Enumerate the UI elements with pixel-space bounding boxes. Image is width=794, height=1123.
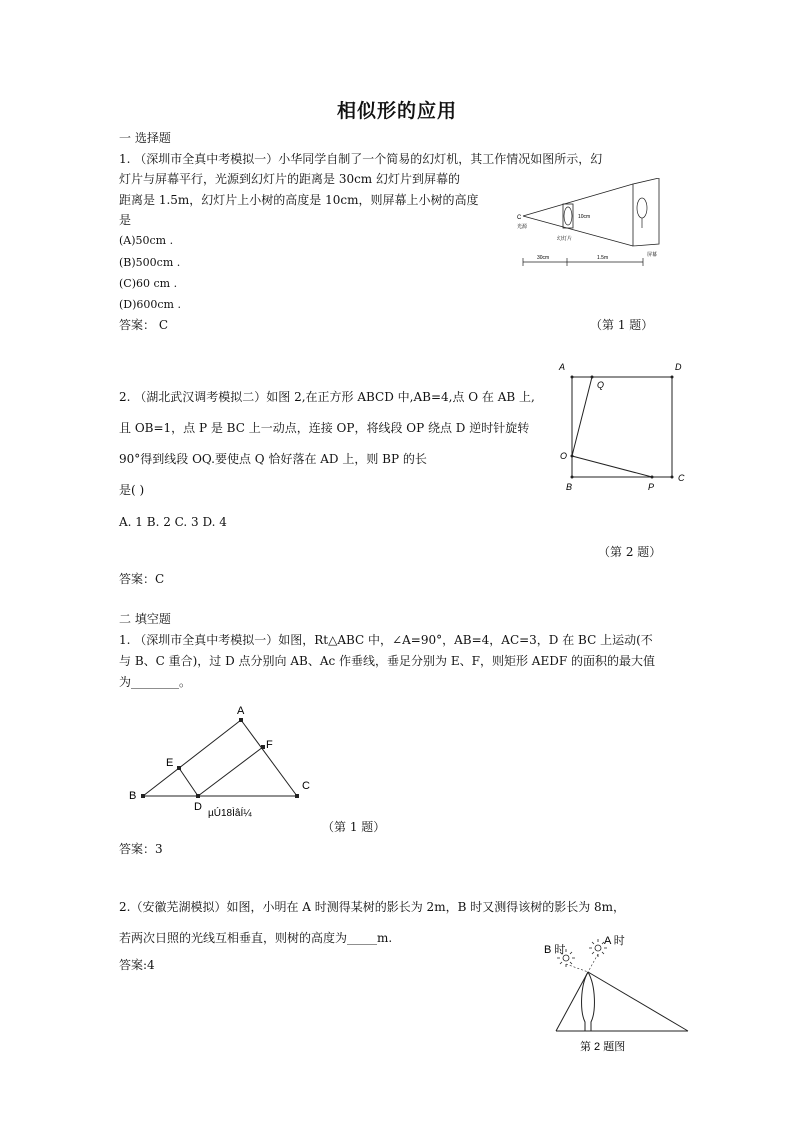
point-b xyxy=(571,476,574,479)
q2-caption: （第 2 题） xyxy=(598,545,662,559)
label-o: O xyxy=(560,451,568,461)
point-q xyxy=(591,376,594,379)
point-a xyxy=(239,718,243,722)
q1-line2: 灯片与屏幕平行，光源到幻灯片的距离是 30cm 幻灯片到屏幕的 xyxy=(119,172,461,186)
q2-line3: 90°得到线段 OQ.要使点 Q 恰好落在 AD 上，则 BP 的长 xyxy=(119,452,427,466)
q2-line1: 2. （湖北武汉调考模拟二）如图 2,在正方形 ABCD 中,AB=4,点 O 在 AB 上, xyxy=(119,390,535,404)
segment-oq xyxy=(572,377,592,456)
hidden-ef xyxy=(179,747,263,768)
point-e xyxy=(177,766,181,770)
label-slide: 10cm xyxy=(578,214,591,220)
section-heading-fill: 二 填空题 xyxy=(119,612,171,626)
segment-op xyxy=(572,456,652,477)
point-d xyxy=(196,794,200,798)
dist2-label: 1.5m xyxy=(597,255,609,261)
segment-ed xyxy=(179,768,198,796)
label-c: C xyxy=(302,780,310,792)
q1-line4: 是 xyxy=(119,213,132,227)
slide-rect xyxy=(563,204,573,228)
square-abcd xyxy=(572,377,672,477)
square-figure xyxy=(552,360,692,494)
point-c xyxy=(671,476,674,479)
label-light: 光源 xyxy=(517,224,528,230)
tree-shadow-figure xyxy=(538,928,698,1058)
q2-options: A. 1 B. 2 C. 3 D. 4 xyxy=(119,515,227,529)
label-d: D xyxy=(194,801,202,813)
label-b-time: B 时 xyxy=(544,944,566,956)
page-title: 相似形的应用 xyxy=(336,100,457,122)
fill-q2-line1: 2.（安徽芜湖模拟）如图，小明在 A 时测得某树的影长为 2m，B 时又测得该树的影长为 8m， xyxy=(119,900,626,914)
label-a: A xyxy=(237,705,245,717)
section-heading-choice: 一 选择题 xyxy=(119,131,171,145)
label-q: Q xyxy=(597,380,605,390)
q1-answer: 答案： C xyxy=(119,318,168,332)
tree-crown xyxy=(637,198,647,218)
point-f xyxy=(261,745,265,749)
label-b: B xyxy=(566,482,573,492)
label-b: B xyxy=(129,790,137,802)
point-o xyxy=(571,455,574,458)
q2-line2: 且 OB=1，点 P 是 BC 上一动点，连接 OP，将线段 OP 绕点 D 逆时针旋转 xyxy=(119,421,530,435)
point-c xyxy=(295,794,299,798)
lens-shape xyxy=(564,207,572,225)
triangle-figure xyxy=(126,700,326,820)
q2-line4: 是( ) xyxy=(119,483,145,497)
q1-option-b: (B)500cm . xyxy=(119,256,181,269)
q1-line1: 1. （深圳市全真中考模拟一）小华同学自制了一个简易的幻灯机，其工作情况如图所示，幻 xyxy=(119,152,603,166)
q2-answer: 答案：C xyxy=(119,572,165,586)
q1-caption: （第 1 题） xyxy=(590,318,654,332)
segment-df xyxy=(198,747,263,796)
label-c: C xyxy=(678,473,685,483)
ray-a-upper xyxy=(588,954,598,972)
label-p: P xyxy=(648,482,655,492)
label-a: A xyxy=(559,362,566,372)
screen-shape xyxy=(633,178,659,246)
label-f: F xyxy=(266,739,273,751)
projector-figure xyxy=(515,178,665,268)
side-ba xyxy=(143,720,241,796)
label-mid: 幻灯片 xyxy=(557,236,573,242)
fill-q2-line2: 若两次日照的光线互相垂直，则树的高度为_____m. xyxy=(119,931,393,945)
ray-b xyxy=(556,972,588,1031)
point-p xyxy=(651,476,654,479)
q1-option-a: (A)50cm . xyxy=(119,234,174,247)
point-a xyxy=(571,376,574,379)
q1-line3: 距离是 1.5m，幻灯片上小树的高度是 10cm，则屏幕上小树的高度 xyxy=(119,193,479,207)
ray-b-upper xyxy=(566,964,588,972)
point-d xyxy=(671,376,674,379)
garbled-caption: µÚ18ÌâÍ¼ xyxy=(208,808,252,819)
side-ac xyxy=(241,720,297,796)
q1-option-c: (C)60 cm . xyxy=(119,277,178,290)
point-b xyxy=(141,794,145,798)
fill-q1-answer: 答案：3 xyxy=(119,842,163,856)
label-screen: 屏幕 xyxy=(647,252,658,258)
q1-option-d: (D)600cm . xyxy=(119,298,181,311)
light-ray-bottom xyxy=(523,216,633,246)
ray-a xyxy=(588,972,688,1031)
fill-q1-line1: 1. （深圳市全真中考模拟一）如图，Rt△ABC 中，∠A=90°，AB=4，AC=3，D 在 BC 上运动(不 xyxy=(119,633,653,647)
fill-q1-line2: 与 B、C 重合)，过 D 点分别向 AB、Ac 作垂线，垂足分别为 E、F，则矩形 AEDF 的面积的最大值 xyxy=(119,654,655,668)
fill-q2-answer: 答案:4 xyxy=(119,958,155,972)
fill-q1-line3: 为________。 xyxy=(119,675,192,689)
label-c: C xyxy=(517,215,522,221)
label-e: E xyxy=(166,757,174,769)
label-d: D xyxy=(675,362,682,372)
dist1-label: 30cm xyxy=(537,255,550,261)
label-a-time: A 时 xyxy=(604,935,625,947)
fill-q1-caption: （第 1 题） xyxy=(322,820,386,834)
light-ray-top xyxy=(523,184,633,216)
figure-caption: 第 2 题图 xyxy=(580,1041,626,1053)
